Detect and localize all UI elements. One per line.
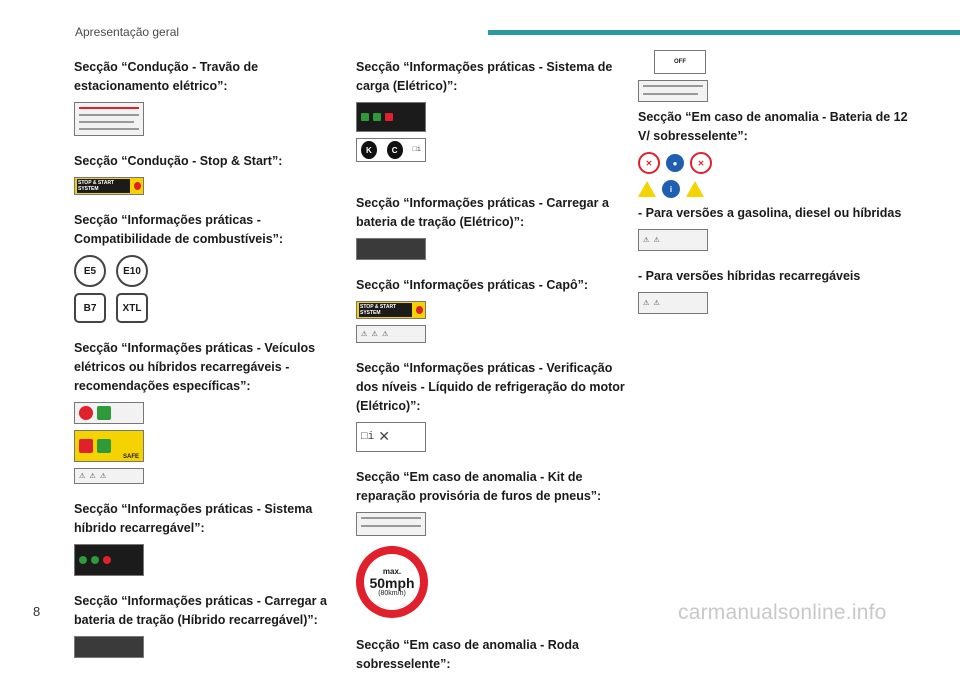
connector-c-icon: C: [387, 141, 403, 159]
traction-battery-hybrid-image: [74, 636, 144, 658]
page-number: 8: [33, 604, 41, 619]
eye-protection-icon: ●: [666, 154, 684, 172]
fuel-e5-icon: E5: [74, 255, 106, 287]
explosion-warning-icon: [686, 181, 704, 197]
charging-connector-image: [356, 138, 426, 162]
speed-limit-max-text: max.: [382, 566, 402, 576]
warning-icon: [416, 306, 423, 314]
stop-start-text: STOP & START SYSTEM: [77, 179, 130, 193]
fuel-row-2: [74, 293, 344, 323]
stop-start-text: STOP & START SYSTEM: [359, 303, 412, 317]
section-heading: Secção “Condução - Travão de estacionamento elétrico”:: [74, 60, 259, 93]
tyre-repair-kit-image: [356, 512, 426, 536]
warning-icon: [134, 182, 141, 190]
parking-brake-label-image: [74, 102, 144, 136]
section-heading: Secção “Informações práticas - Carregar a bateria de tração (Elétrico)”:: [356, 196, 609, 229]
stop-start-label-image: [74, 177, 144, 195]
hood-stop-start-label-image: [356, 301, 426, 319]
section-heading: Secção “Informações práticas - Carregar a bateria de tração (Híbrido recarregável)”:: [74, 594, 327, 627]
section-heading: Secção “Em caso de anomalia - Roda sobresselente”:: [356, 638, 579, 671]
battery-warning-icons: [638, 180, 908, 198]
no-touch-icon: ✕: [378, 429, 390, 446]
manual-icon: i: [662, 180, 680, 198]
status-icon: [373, 113, 381, 121]
safe-text: SAFE: [122, 454, 139, 460]
plug-icon: [79, 406, 93, 420]
header-title: Apresentação geral: [75, 25, 180, 39]
section-heading: Secção “Em caso de anomalia - Bateria de 12 V/ sobresselente”:: [638, 110, 908, 143]
section-heading: - Para versões a gasolina, diesel ou híbridas: [638, 206, 902, 220]
header-accent-bar: [488, 30, 960, 35]
connector-k-icon: K: [361, 141, 377, 159]
manual-icon: □i: [361, 431, 375, 443]
column-1: [74, 58, 344, 664]
speed-limit-kmh-text: (80km/h): [378, 589, 406, 597]
status-icon: [103, 556, 111, 564]
charging-system-label-image: [356, 102, 426, 132]
section-heading: Secção “Condução - Stop & Start”:: [74, 154, 283, 168]
fuel-row-1: [74, 255, 344, 287]
vehicle-icon: [97, 406, 111, 420]
section-heading: - Para versões híbridas recarregáveis: [638, 269, 861, 283]
no-children-icon: ✕: [690, 152, 712, 174]
battery-prohibition-icons: [638, 152, 908, 174]
traction-battery-ev-image: [356, 238, 426, 260]
hood-warning-image: ⚠ ⚠ ⚠: [356, 325, 426, 343]
section-heading: Secção “Informações práticas - Capô”:: [356, 278, 589, 292]
section-heading: Secção “Informações práticas - Sistema híbrido recarregável”:: [74, 502, 313, 535]
acid-warning-icon: [638, 181, 656, 197]
speed-limit-mph-text: 50mph: [369, 574, 415, 591]
battery-phev-image: ⚠ ⚠: [638, 292, 708, 314]
fuel-e10-icon: E10: [116, 255, 148, 287]
arrow-up-icon: [79, 439, 93, 453]
battery-off-image: [654, 50, 706, 74]
section-heading: Secção “Informações práticas - Veículos elétricos ou híbridos recarregáveis - recomendações específicas”:: [74, 341, 316, 393]
section-heading: Secção “Informações práticas - Compatibilidade de combustíveis”:: [74, 213, 284, 246]
watermark-text: carmanualsonline.info: [678, 601, 887, 624]
status-icon: [79, 556, 87, 564]
ev-warning-strip-image: ⚠ ⚠ ⚠: [74, 468, 144, 484]
battery-gas-diesel-image: ⚠ ⚠: [638, 229, 708, 251]
manual-icon: □i: [412, 146, 421, 154]
fuel-xtl-icon: XTL: [116, 293, 148, 323]
status-icon: [91, 556, 99, 564]
speed-limit-sign: [356, 546, 428, 618]
hybrid-system-label-image: [74, 544, 144, 576]
status-icon: [361, 113, 369, 121]
coolant-level-image: [356, 422, 426, 452]
section-heading: Secção “Em caso de anomalia - Kit de reparação provisória de furos de pneus”:: [356, 470, 602, 503]
status-icon: [385, 113, 393, 121]
column-3: [638, 50, 908, 320]
off-text: OFF: [674, 59, 686, 65]
column-2: [356, 58, 626, 680]
ev-recommendation-image-2: [74, 430, 144, 462]
battery-label-strip-image: [638, 80, 708, 102]
section-heading: Secção “Informações práticas - Sistema de carga (Elétrico)”:: [356, 60, 613, 93]
fuel-b7-icon: B7: [74, 293, 106, 323]
section-heading: Secção “Informações práticas - Verificação dos níveis - Líquido de refrigeração do motor (Elétrico)”:: [356, 361, 625, 413]
vehicle-icon: [97, 439, 111, 453]
ev-recommendation-image-1: [74, 402, 144, 424]
no-flame-icon: ✕: [638, 152, 660, 174]
